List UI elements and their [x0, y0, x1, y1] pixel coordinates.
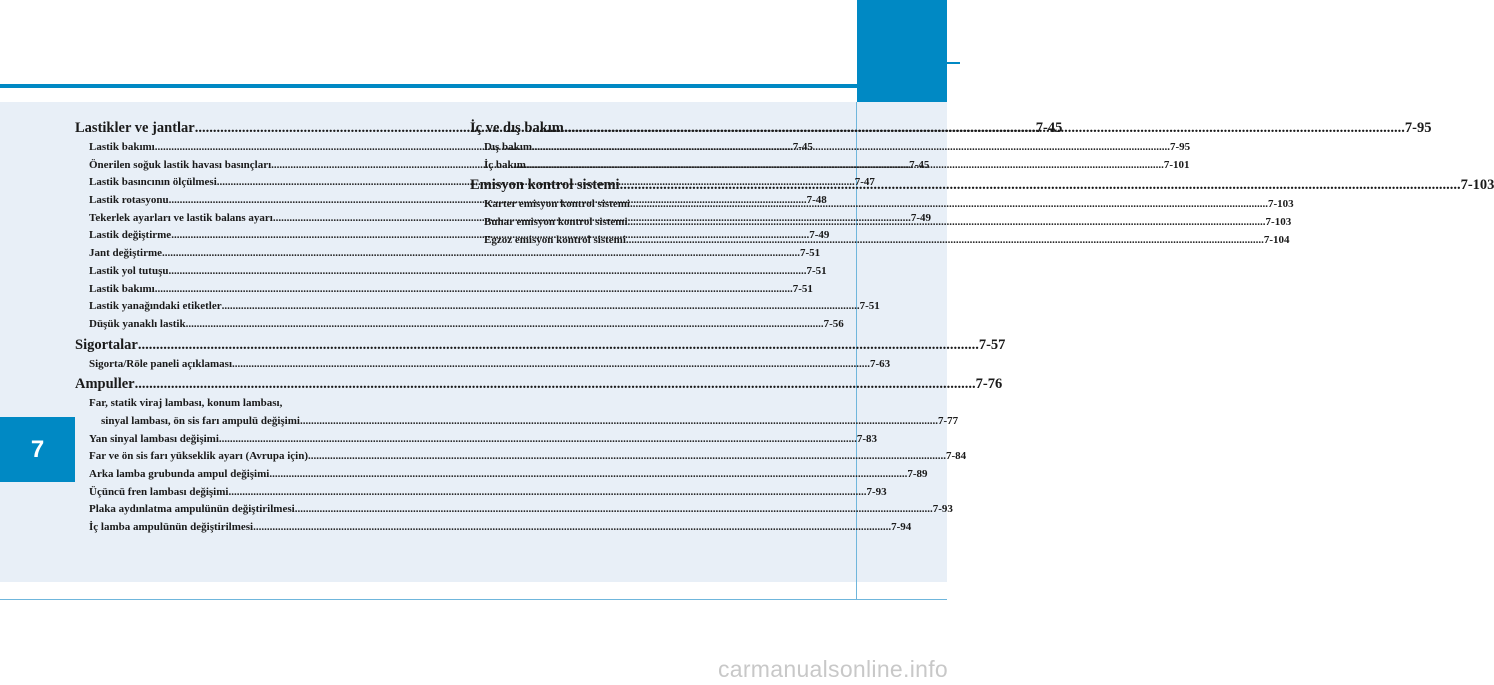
entry-title: Sigorta/Röle paneli açıklaması [89, 357, 232, 370]
page-number: 7-76 [975, 376, 1003, 393]
entry-title: Üçüncü fren lambası değişimi [89, 485, 229, 498]
toc-entry-title-line: Far, statik viraj lambası, konum lambası, [89, 397, 283, 410]
entry-title: sinyal lambası, ön sis farı ampulü değişimi [101, 414, 300, 427]
entry-title: İç bakım [484, 158, 526, 171]
page-number: 7-45 [909, 158, 930, 171]
toc-entry[interactable] [75, 519, 912, 537]
toc-entry[interactable] [75, 245, 821, 263]
page-number: 7-89 [907, 468, 928, 480]
entry-title: Egzoz emisyon kontrol sistemi [484, 233, 626, 246]
dot-leader [564, 118, 1405, 139]
page-number: 7-104 [1263, 233, 1290, 246]
toc-entry[interactable] [75, 413, 959, 431]
dot-leader [300, 413, 938, 431]
dot-leader [135, 374, 976, 395]
page-number: 7-57 [978, 336, 1006, 353]
entry-title: Far ve ön sis farı yükseklik ayarı (Avrupa için) [89, 450, 308, 463]
dot-leader [168, 263, 806, 281]
entry-title: Lastik rotasyonu [89, 194, 169, 207]
toc-entry[interactable] [470, 196, 1294, 214]
dot-leader [253, 519, 891, 537]
dot-leader [526, 157, 1164, 175]
chapter-number: 7 [30, 435, 45, 463]
dot-leader [620, 175, 1461, 196]
page-number: 7-51 [800, 247, 821, 260]
dot-leader [186, 316, 824, 334]
toc-entry[interactable] [75, 484, 887, 502]
footer-rule [0, 599, 947, 600]
dot-leader [295, 501, 933, 519]
dot-leader [630, 196, 1268, 214]
section-title: Sigortalar [75, 336, 138, 353]
page-number: 7-101 [1163, 158, 1190, 171]
page-number: 7-51 [792, 282, 813, 295]
toc-entry[interactable] [75, 431, 878, 449]
page-number: 7-63 [870, 357, 891, 370]
entry-title: Arka lamba grubunda ampul değişimi [89, 468, 270, 480]
page-number: 7-103 [1267, 198, 1294, 211]
page-number: 7-49 [809, 229, 830, 242]
toc-entry[interactable] [75, 281, 813, 299]
entry-title: Buhar emisyon kontrol sistemi [484, 216, 628, 229]
dot-leader [626, 232, 1264, 250]
watermark: carmanualsonline.info [717, 656, 948, 682]
dot-leader [628, 214, 1266, 232]
page-number: 7-47 [854, 176, 875, 189]
page-number: 7-56 [823, 317, 844, 330]
section-title: Ampuller [75, 376, 135, 393]
dot-leader [308, 448, 946, 466]
page-number: 7-51 [806, 264, 827, 277]
page-number: 7-95 [1170, 141, 1191, 153]
page-number: 7-103 [1460, 177, 1494, 194]
page-number: 7-77 [937, 414, 959, 427]
page-number: 7-45 [1035, 120, 1063, 136]
page-number: 7-93 [866, 485, 887, 498]
toc-entry[interactable] [75, 298, 880, 316]
dot-leader [222, 298, 860, 316]
section-title: İç ve dış bakım [470, 120, 564, 136]
entry-title: Jant değiştirme [89, 247, 163, 260]
toc-section-heading[interactable] [75, 335, 1006, 356]
page-number: 7-94 [891, 521, 912, 534]
page-number: 7-95 [1404, 120, 1432, 136]
entry-title: Lastik bakımı [89, 141, 155, 153]
page-number: 7-103 [1265, 216, 1292, 229]
entry-title: Düşük yanaklı lastik [89, 317, 186, 330]
entry-title: Karter emisyon kontrol sistemi [484, 198, 630, 211]
page-number: 7-49 [910, 211, 932, 224]
toc-entry[interactable] [75, 466, 928, 484]
entry-title: Lastik yanağındaki etiketler [89, 300, 222, 313]
entry-title: Önerilen soğuk lastik havası basınçları [89, 158, 272, 171]
section-title: Emisyon kontrol sistemi [470, 177, 620, 194]
section-title: Lastikler ve jantlar [75, 120, 195, 136]
toc-entry[interactable] [75, 263, 827, 281]
entry-title: Lastik bakımı [89, 282, 155, 295]
dot-leader [228, 484, 866, 502]
chapter-number-badge [0, 417, 75, 482]
entry-title: Tekerlek ayarları ve lastik balans ayarı [89, 211, 273, 224]
dot-leader [232, 356, 870, 374]
page-number: 7-83 [856, 432, 878, 445]
entry-title: Yan sinyal lambası değişimi [89, 432, 219, 445]
entry-title: Lastik değiştirme [89, 229, 172, 242]
entry-title: Lastik basıncının ölçülmesi [89, 176, 217, 189]
header-rule [0, 84, 857, 88]
toc-entry[interactable] [75, 501, 953, 519]
dot-leader [155, 281, 793, 299]
page-number: 7-48 [806, 194, 827, 207]
toc-entry[interactable] [470, 139, 1191, 157]
toc-entry[interactable] [75, 356, 891, 374]
toc-entry[interactable] [75, 448, 967, 466]
header-rule-right [947, 62, 960, 64]
entry-title: İç lamba ampulünün değiştirilmesi [89, 521, 254, 534]
page-number: 7-45 [792, 141, 813, 153]
dot-leader [219, 431, 857, 449]
toc-entry[interactable] [75, 316, 844, 334]
toc-section-heading[interactable] [75, 374, 1003, 395]
dot-leader [269, 466, 907, 484]
dot-leader [138, 335, 979, 356]
page-number: 7-84 [946, 450, 967, 463]
entry-title: Lastik yol tutuşu [89, 264, 169, 277]
entry-title: Plaka aydınlatma ampulünün değiştirilmesi [89, 503, 295, 516]
chapter-tab-block [857, 0, 947, 102]
dot-leader [532, 139, 1170, 157]
toc-entry[interactable] [470, 232, 1290, 250]
entry-title: Dış bakım [484, 141, 532, 153]
page-number: 7-93 [932, 503, 953, 516]
page-number: 7-51 [859, 300, 880, 313]
